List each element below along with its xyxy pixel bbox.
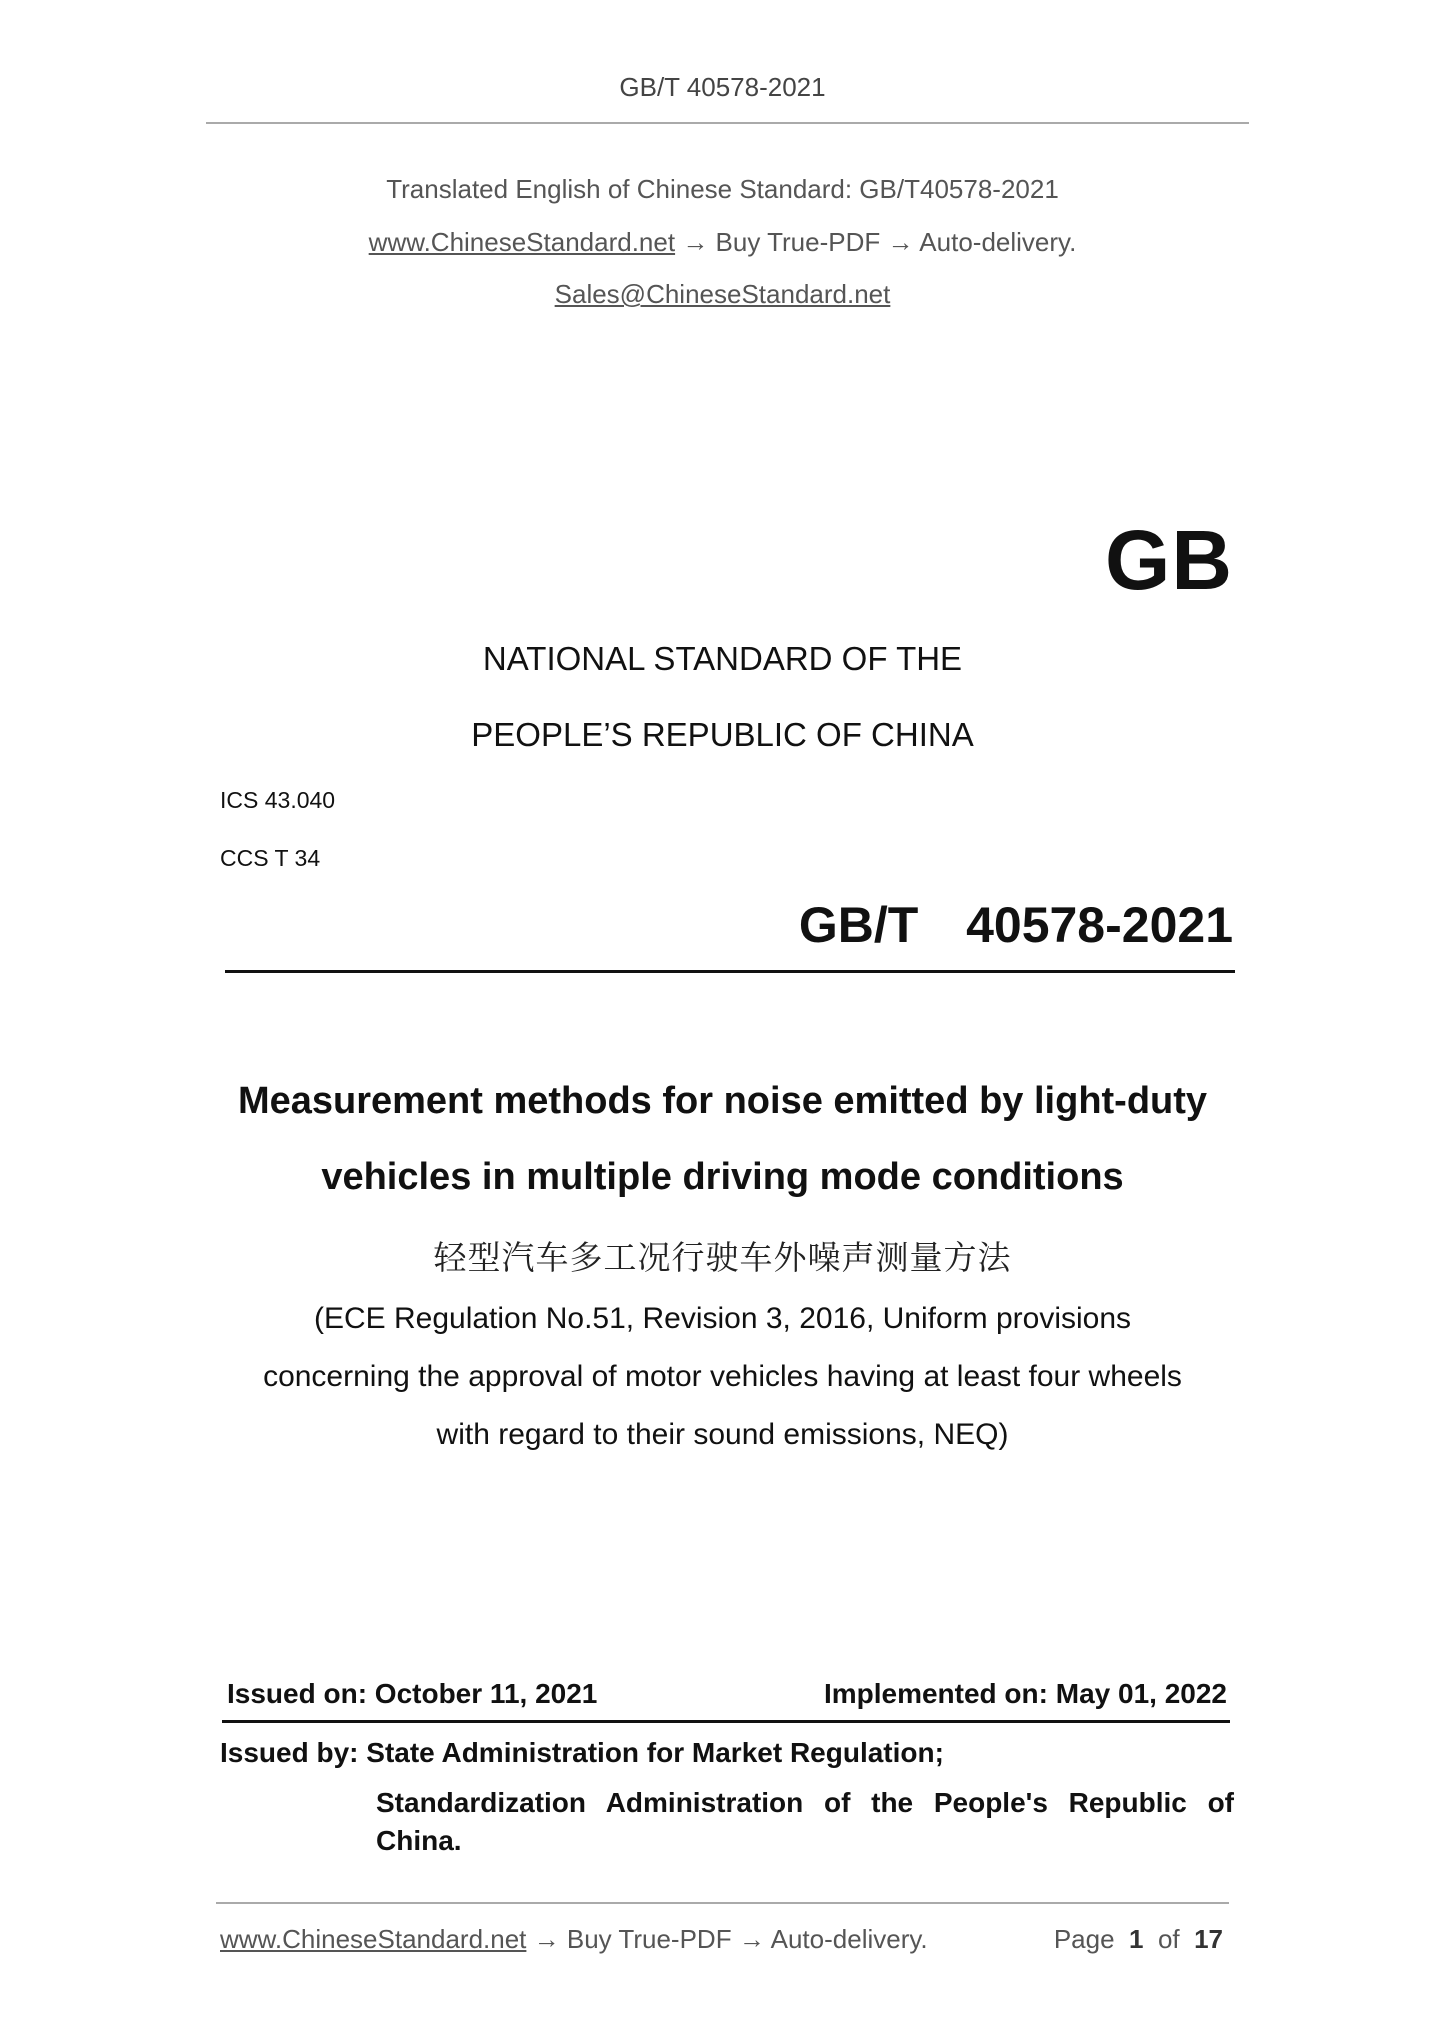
chinese-title: 轻型汽车多工况行驶车外噪声测量方法 [433, 1238, 1012, 1277]
regulation-reference-line-3: with regard to their sound emissions, NEQ) [436, 1418, 1009, 1451]
footer-divider [216, 1902, 1229, 1904]
site-link[interactable]: www.ChineseStandard.net [368, 227, 676, 257]
sales-email-line [0, 279, 1445, 310]
ics-code: ICS 43.040 [220, 787, 336, 813]
document-number: GB/T 40578-2021 [798, 897, 1233, 953]
arrow-right-icon: → [887, 227, 914, 257]
document-title-line-1: Measurement methods for noise emitted by light-duty [237, 1080, 1208, 1122]
national-standard-heading: NATIONAL STANDARD OF THE [482, 640, 963, 677]
gb-logo: GB [1105, 513, 1233, 607]
header-divider [206, 122, 1249, 124]
regulation-reference-line-2: concerning the approval of motor vehicles having at least four wheels [263, 1360, 1182, 1393]
arrow-right-icon: → [682, 227, 709, 257]
issue-dates-rule [222, 1720, 1230, 1723]
page-label: Page [1053, 1924, 1115, 1954]
page-current: 1 [1129, 1924, 1144, 1954]
page-total: 17 [1194, 1924, 1223, 1954]
footer-buy-pdf-text: Buy True-PDF [566, 1924, 732, 1954]
footer-auto-delivery-text: Auto-delivery. [770, 1924, 928, 1954]
page-indicator [1054, 1924, 1223, 1955]
regulation-reference-line-1: (ECE Regulation No.51, Revision 3, 2016, Uniform provisions [313, 1302, 1132, 1335]
purchase-line [0, 227, 1445, 258]
footer-site-link[interactable]: www.ChineseStandard.net [220, 1924, 527, 1954]
buy-pdf-text: Buy True-PDF [715, 227, 881, 257]
issued-on-date: Issued on: October 11, 2021 [227, 1678, 598, 1709]
ccs-code: CCS T 34 [220, 845, 321, 871]
republic-heading: PEOPLE’S REPUBLIC OF CHINA [471, 716, 974, 753]
page-of: of [1157, 1924, 1180, 1954]
auto-delivery-text: Auto-delivery. [919, 227, 1077, 257]
issued-by-second-authority: Standardization Administration of the People's Republic of China. [376, 1787, 1234, 1856]
document-title-line-2: vehicles in multiple driving mode conditions [321, 1156, 1124, 1198]
issued-by: Issued by: State Administration for Market Regulation; [220, 1737, 944, 1768]
footer-purchase-line [220, 1924, 928, 1955]
translation-notice: Translated English of Chinese Standard: GB/T40578-2021 [386, 174, 1059, 204]
arrow-right-icon: → [738, 1924, 765, 1954]
implemented-on-date: Implemented on: May 01, 2022 [823, 1678, 1227, 1709]
arrow-right-icon: → [533, 1924, 560, 1954]
running-header: GB/T 40578-2021 [619, 72, 826, 102]
document-number-rule [225, 970, 1235, 973]
sales-email-link[interactable]: Sales@ChineseStandard.net [554, 279, 891, 309]
